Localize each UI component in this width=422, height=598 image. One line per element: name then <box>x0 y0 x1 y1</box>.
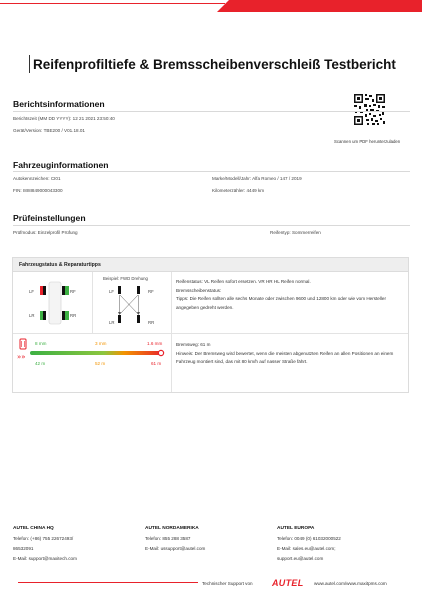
test-settings-heading: Prüfeinstellungen <box>13 213 86 223</box>
na-title: AUTEL NORDAMERIKA <box>145 526 199 531</box>
tire-status-text <box>176 278 404 312</box>
plate <box>13 176 61 181</box>
footer-north-america <box>145 523 205 554</box>
brake-status: Bremsscheibenstatus: <box>176 287 222 293</box>
gauge-warn-label: 3 mm <box>95 341 107 346</box>
tire-lr-tread-icon <box>43 311 46 320</box>
footer-europe <box>277 523 341 564</box>
wheel-label-rf: RF <box>70 289 76 294</box>
brake-distance: Bremsweg: 61 m <box>176 342 211 347</box>
device-label: Gerät/Version: <box>13 128 43 133</box>
china-phone: Telefon: (+86) 755 22672493/ <box>13 536 74 541</box>
plate-value: CI01 <box>50 176 61 181</box>
divider <box>171 272 172 333</box>
test-mode <box>13 230 78 235</box>
rotation-tips: Tipps: Die Reifen sollten alle sechs Monate oder zwischen 9600 und 12800 km oder wie vom Hersteller angegeben gedreht werden. <box>176 296 386 310</box>
fin <box>13 188 63 193</box>
divider <box>13 111 410 112</box>
gauge-bad-label: 1.6 mm <box>147 341 163 346</box>
rotation-tire-lf-icon <box>118 286 121 294</box>
rotation-title: Beispiel: FWD Drehung <box>103 276 148 281</box>
rotation-label-rr: RR <box>148 320 155 325</box>
report-info-heading: Berichtsinformationen <box>13 99 105 109</box>
report-time-label: Berichtszeit (MM DD YYYY): <box>13 116 72 121</box>
make-label: Marke/Modell/Jahr: <box>212 176 252 181</box>
china-phone-2: 86532091 <box>13 546 34 551</box>
tire-rf-icon <box>65 286 69 295</box>
gauge-marker-icon <box>158 350 163 355</box>
tire-value: Sommerreifen <box>291 230 321 235</box>
mode-value: Einzelprofil Prüfung <box>37 230 78 235</box>
eu-email[interactable]: E-Mail: sales.eu@autel.com; <box>277 546 336 551</box>
vehicle-status-panel <box>12 257 409 393</box>
header-red-bar <box>217 0 422 12</box>
tire-rf-tread-icon <box>62 286 65 295</box>
distance-bad-label: 61 m <box>151 361 162 366</box>
na-phone: Telefon: 855 288 3587 <box>145 536 191 541</box>
car-body-outline <box>49 282 61 324</box>
wheel-label-rr: RR <box>70 313 77 318</box>
rotation-tire-rf-icon <box>137 286 140 294</box>
tire-type <box>270 230 321 235</box>
panel-header <box>13 258 408 272</box>
header-stripe <box>0 0 422 12</box>
tire-rr-tread-icon <box>62 311 65 320</box>
distance-good-label: 42 m <box>35 361 46 366</box>
wheel-label-lr: LR <box>29 313 35 318</box>
distance-warn-label: 52 m <box>95 361 106 366</box>
divider <box>13 333 408 334</box>
tire-lf-tread-icon <box>43 286 46 295</box>
tire-label: Reifentyp: <box>270 230 291 235</box>
title-cursor <box>29 55 30 73</box>
rotation-label-lf: LF <box>109 289 115 294</box>
plate-label: Autokennzeichen: <box>13 176 50 181</box>
eu-email-2[interactable]: support.eu@autel.com <box>277 556 324 561</box>
autel-logo: AUTEL <box>272 578 304 588</box>
tire-rr-icon <box>65 311 69 320</box>
report-time-value: 12 21 2021 23:50:40 <box>72 116 115 121</box>
eu-phone: Telefon: 0049 (0) 61032000522 <box>277 536 341 541</box>
eu-title: AUTEL EUROPA <box>277 526 315 531</box>
fin-value: I8I8I849000043300 <box>22 188 63 193</box>
report-title: Reifenprofiltiefe & Bremsscheibenverschleiß Testbericht <box>33 57 396 72</box>
device-value: TBE200 / V01.18.01 <box>43 128 85 133</box>
chevrons-icon: »» <box>17 353 26 361</box>
footer-red-line <box>18 582 198 583</box>
brake-distance-text <box>176 341 404 367</box>
device-version <box>13 128 85 133</box>
website-link[interactable]: www.autel.com/www.maxitpms.com <box>314 581 387 586</box>
fin-label: FIN: <box>13 188 22 193</box>
report-time <box>13 116 115 121</box>
panel-title: Fahrzeugstatus & Reparaturtipps <box>19 262 101 268</box>
gauge-bar <box>30 351 164 355</box>
gauge-good-label: 8 mm <box>35 341 47 346</box>
km-label: Kilometerzähler: <box>212 188 246 193</box>
rotation-tire-rr-icon <box>137 315 140 323</box>
divider <box>92 272 93 333</box>
vehicle-info-heading: Fahrzeuginformationen <box>13 160 109 170</box>
header-line <box>0 3 225 4</box>
wheel-status-diagram <box>25 278 85 328</box>
wheel-label-lf: LF <box>29 289 35 294</box>
brake-note: Hinweis: Der Bremsweg wird bewertet, wenn die meisten abgenutzten Reifen an allen Positionen an einem Fahrzeug montiert sind, das mit 80 km/h auf nasser Straße fährt. <box>176 350 394 364</box>
km-value: 4449 km <box>246 188 265 193</box>
footer-china <box>13 523 77 564</box>
rotation-label-lr: LR <box>109 320 115 325</box>
divider <box>13 171 410 172</box>
odometer <box>212 188 264 193</box>
make-model-year <box>212 176 302 181</box>
rotation-label-rf: RF <box>148 289 154 294</box>
tech-support-text: Technischer Support von <box>202 581 253 586</box>
rotation-tire-lr-icon <box>118 315 121 323</box>
make-value: Alfa Romeo / 147 / 2019 <box>252 176 302 181</box>
divider <box>13 225 410 226</box>
divider <box>171 334 172 392</box>
china-title: AUTEL CHINA HQ <box>13 526 54 531</box>
na-email[interactable]: E-Mail: ussupport@autel.com <box>145 546 206 551</box>
mode-label: Prüfmodus: <box>13 230 37 235</box>
qr-code-icon[interactable] <box>353 93 386 126</box>
qr-caption: Scannen um PDF herunterzuladen <box>334 139 401 144</box>
tire-status: Reifenstatus: VL Reifen sofort ersetzen. VR HR HL Reifen normal. <box>176 279 311 284</box>
china-email[interactable]: E-Mail: support@maxitech.com <box>13 556 77 561</box>
